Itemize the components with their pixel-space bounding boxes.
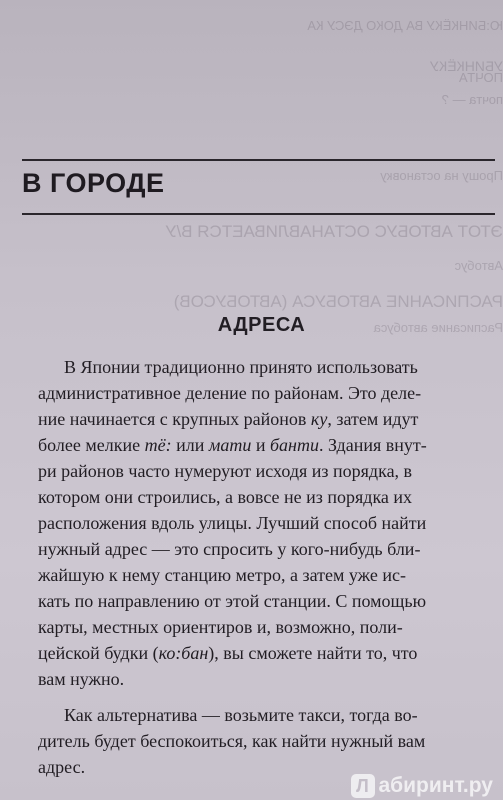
bleed-through-text: Ю:БИНКЁКУ ВА ДОКО ДЭСУ КА: [307, 18, 503, 33]
chapter-rule-bottom: [22, 213, 495, 215]
bleed-through-text: УБИНКЁКУ: [430, 58, 503, 74]
chapter-title: В ГОРОДЕ: [22, 168, 165, 198]
text-run: ), вы сможете найти то, что: [208, 643, 418, 663]
term-cho: тё:: [144, 435, 172, 455]
text-line: [38, 406, 498, 432]
text-run: и: [251, 435, 270, 455]
bleed-through-text: Расписание автобуса: [373, 320, 503, 335]
watermark-text: абиринт.ру: [378, 774, 493, 797]
text-line: административное деление по районам. Это деле-: [38, 383, 422, 403]
text-line: вам нужно.: [38, 669, 125, 689]
term-banchi: банти: [270, 435, 319, 455]
term-ku: ку: [310, 409, 328, 429]
bleed-through-text: Автобус: [454, 258, 503, 273]
section-title: АДРЕСА: [217, 314, 306, 336]
text-line: [38, 640, 498, 666]
text-line: адрес.: [38, 757, 86, 777]
text-run: цейской будки (: [38, 643, 159, 663]
labirint-logo-icon: Л: [351, 774, 375, 798]
bleed-through-text: РАСПИСАНИЕ АВТОБУСА (АВТОБУСОВ): [173, 292, 503, 311]
bleed-through-text: почта — ?: [441, 92, 503, 107]
labirint-watermark: [351, 774, 494, 798]
text-line: карты, местных ориентиров и, возможно, поли-: [38, 617, 403, 637]
text-run: ние начинается с крупных районов: [38, 409, 311, 429]
text-line: [38, 432, 498, 458]
text-run: , затем идут: [327, 409, 419, 429]
text-line: нужный адрес — это спросить у кого-нибудь бли-: [38, 539, 421, 559]
text-line: ри районов часто нумеруют исходя из порядка, в: [38, 461, 413, 481]
text-line: Как альтернатива — возьмите такси, тогда во-: [64, 705, 418, 725]
body-text: [38, 354, 498, 780]
bleed-through-text: ПОЧТА: [458, 70, 503, 85]
text-line: жайшую к нему станцию метро, а затем уже ис-: [38, 565, 406, 585]
text-line: В Японии традиционно принято использовать: [64, 357, 418, 377]
text-run: . Здания внут-: [318, 435, 427, 455]
chapter-rule-top: [22, 159, 495, 161]
text-run: более мелкие: [38, 435, 145, 455]
bleed-through-text: Прошу на остановку: [380, 168, 503, 183]
term-koban: ко:бан: [158, 643, 209, 663]
bleed-through-text: ЭТОТ АВТОБУС ОСТАНАВЛИВАЕТСЯ В/У: [165, 222, 503, 241]
text-line: расположения вдоль улицы. Лучший способ найти: [38, 513, 427, 533]
text-run: или: [171, 435, 209, 455]
text-line: кать по направлению от этой станции. С помощью: [38, 591, 427, 611]
text-line: котором они строились, а вовсе не из порядка их: [38, 487, 413, 507]
term-machi: мати: [208, 435, 252, 455]
text-line: дитель будет беспокоиться, как найти нужный вам: [38, 731, 426, 751]
